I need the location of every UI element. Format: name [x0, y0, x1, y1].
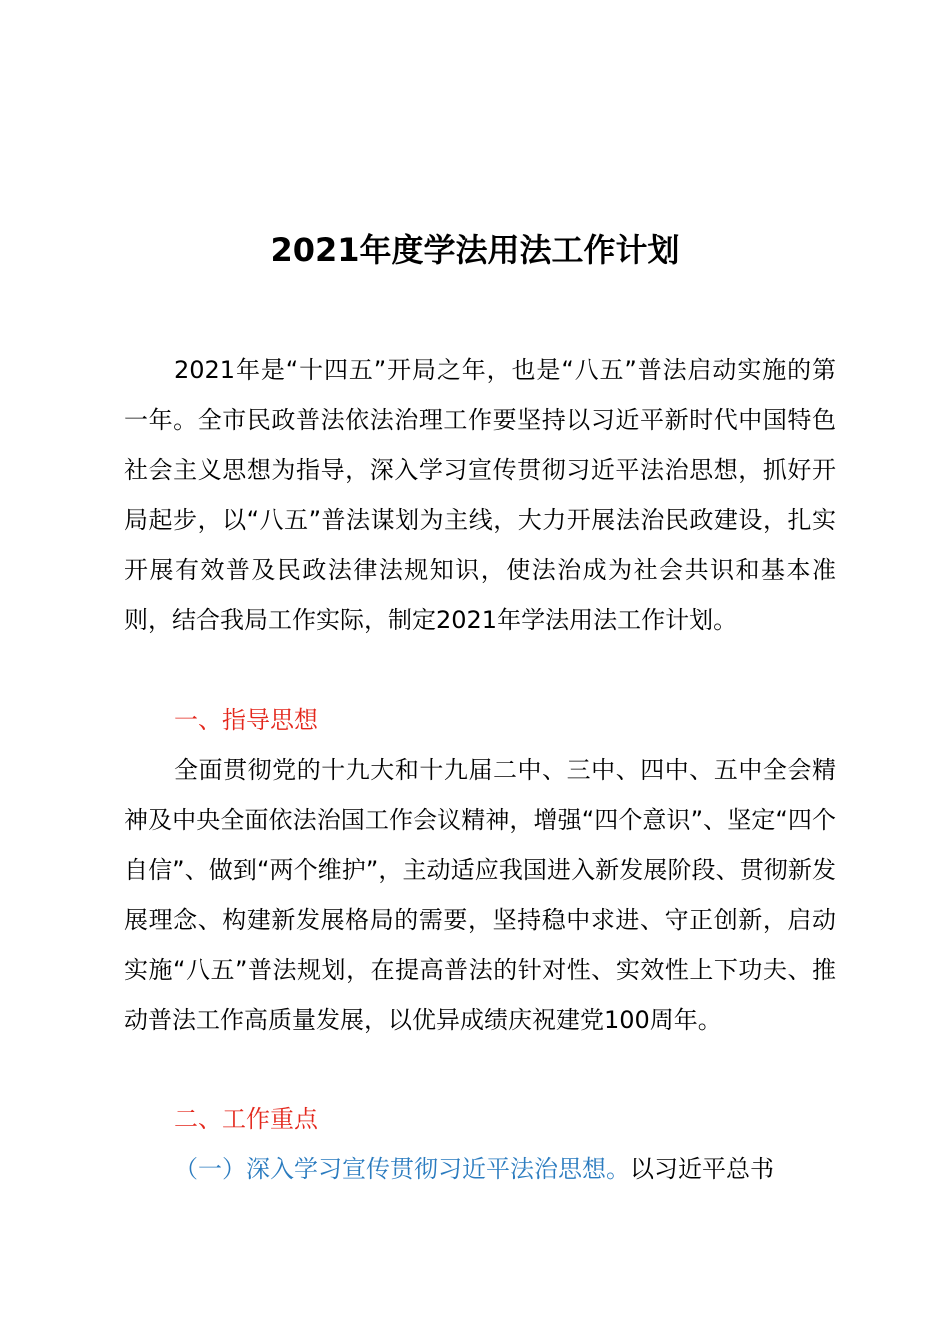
section-1-paragraph: 全面贯彻党的十九大和十九届二中、三中、四中、五中全会精神及中央全面依法治国工作会议精神，增强“四个意识”、坚定“四个自信”、做到“两个维护”，主动适应我国进入新发展阶段、贯彻新发展理念、构建新发展格局的需要，坚持稳中求进、守正创新，启动实施“八五”普法规划，在提高普法的针对性、实效性上下功夫、推动普法工作高质量发展，以优异成绩庆祝建党100周年。	[124, 756, 836, 1034]
subsection-1-block	[124, 1144, 836, 1194]
subsection-1-paragraph	[124, 1144, 836, 1194]
section-2-heading-block	[124, 1094, 836, 1144]
intro-block	[124, 345, 836, 645]
intro-paragraph: 2021年是“十四五”开局之年，也是“八五”普法启动实施的第一年。全市民政普法依法治理工作要坚持以习近平新时代中国特色社会主义思想为指导，深入学习宣传贯彻习近平法治思想，抓好开局起步，以“八五”普法谋划为主线，大力开展法治民政建设，扎实开展有效普及民政法律法规知识，使法治成为社会共识和基本准则，结合我局工作实际，制定2021年学法用法工作计划。	[124, 356, 836, 634]
section-1-block	[124, 745, 836, 1045]
subsection-1-text: 以习近平总书	[630, 1155, 774, 1183]
section-1-heading-block	[124, 695, 836, 745]
section-2-heading: 二、工作重点	[174, 1105, 318, 1133]
subsection-1-heading: （一）深入学习宣传贯彻习近平法治思想。	[174, 1155, 630, 1183]
document-title: 2021年度学法用法工作计划	[270, 231, 680, 269]
section-1-heading: 一、指导思想	[174, 706, 318, 734]
